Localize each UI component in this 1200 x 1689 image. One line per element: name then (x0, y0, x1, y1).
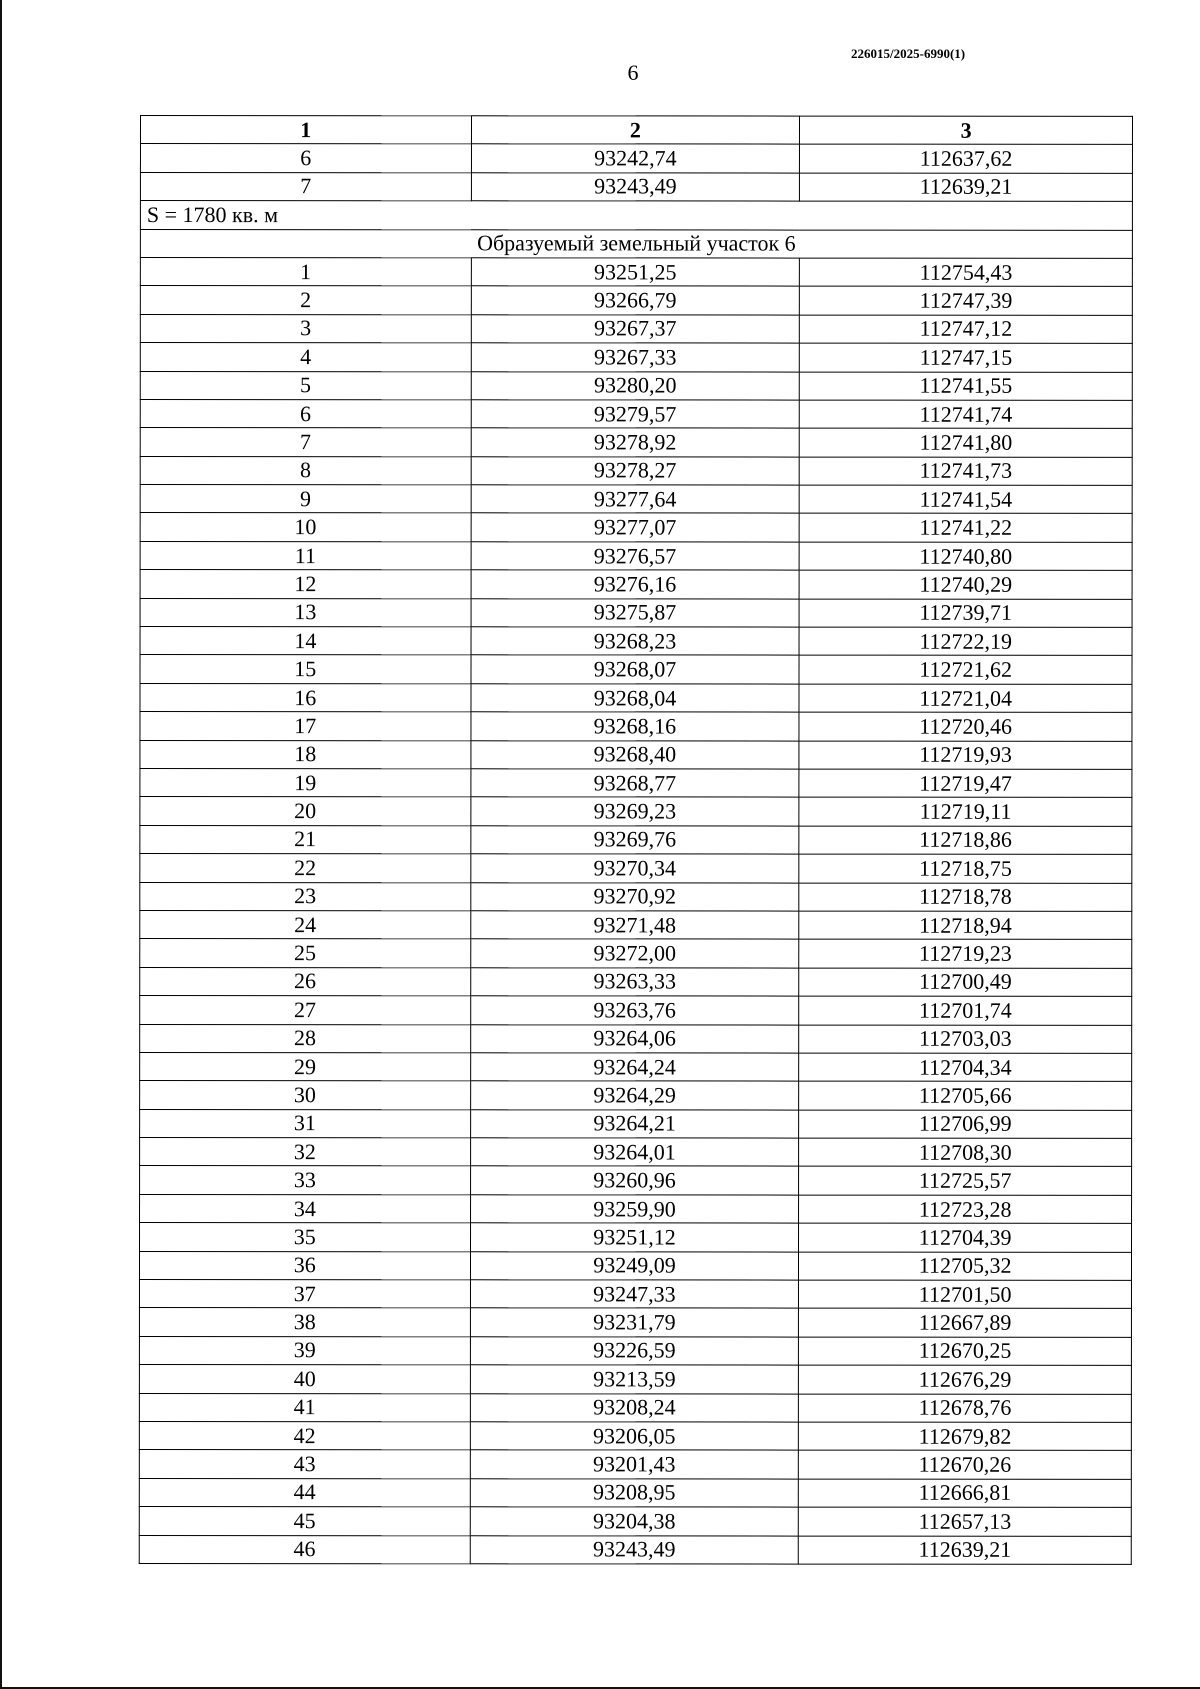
point-number-cell: 42 (139, 1421, 470, 1450)
y-coordinate-cell: 112718,94 (799, 911, 1132, 940)
y-coordinate-cell: 112700,49 (799, 968, 1132, 997)
table-row (140, 371, 1132, 400)
x-coordinate-cell: 93276,16 (471, 570, 800, 599)
table-row (140, 1194, 1132, 1223)
x-coordinate-cell: 93206,05 (470, 1422, 799, 1451)
point-number-cell: 35 (140, 1223, 471, 1252)
x-coordinate-cell: 93259,90 (470, 1195, 799, 1224)
x-coordinate-cell: 93263,33 (470, 968, 799, 997)
x-coordinate-cell: 93268,16 (471, 712, 800, 741)
y-coordinate-cell: 112718,86 (799, 826, 1132, 855)
point-number-cell: 24 (140, 910, 471, 939)
section-row (140, 229, 1132, 258)
y-coordinate-cell: 112725,57 (799, 1167, 1132, 1196)
x-coordinate-cell: 93266,79 (471, 286, 800, 315)
point-number-cell: 3 (140, 314, 471, 343)
x-coordinate-cell: 93264,24 (470, 1053, 799, 1082)
table-row (140, 428, 1132, 457)
x-coordinate-cell: 93251,12 (470, 1223, 799, 1252)
coordinates-table (139, 115, 1133, 1565)
table-row (140, 1109, 1132, 1138)
table-row (140, 967, 1132, 996)
area-label: S = 1780 кв. м (140, 201, 1132, 230)
y-coordinate-cell: 112701,74 (799, 996, 1132, 1025)
point-number-cell: 45 (139, 1507, 470, 1536)
y-coordinate-cell: 112741,22 (799, 514, 1132, 543)
point-number-cell: 44 (139, 1478, 470, 1507)
point-number-cell: 7 (140, 172, 471, 201)
y-coordinate-cell: 112666,81 (799, 1479, 1132, 1508)
y-coordinate-cell: 112741,54 (799, 485, 1132, 514)
y-coordinate-cell: 112723,28 (799, 1195, 1132, 1224)
point-number-cell: 6 (140, 144, 471, 173)
x-coordinate-cell: 93275,87 (471, 598, 800, 627)
point-number-cell: 14 (140, 627, 471, 656)
x-coordinate-cell: 93243,49 (470, 1535, 799, 1564)
y-coordinate-cell: 112754,43 (800, 258, 1133, 287)
x-coordinate-cell: 93268,23 (471, 627, 800, 656)
table-row (139, 1478, 1131, 1507)
point-number-cell: 6 (140, 399, 471, 428)
y-coordinate-cell: 112670,26 (799, 1450, 1132, 1479)
x-coordinate-cell: 93208,24 (470, 1393, 799, 1422)
table-row (140, 627, 1132, 656)
y-coordinate-cell: 112667,89 (799, 1308, 1132, 1337)
point-number-cell: 38 (139, 1308, 470, 1337)
column-header: 3 (800, 116, 1133, 145)
x-coordinate-cell: 93280,20 (471, 371, 800, 400)
y-coordinate-cell: 112639,21 (800, 173, 1133, 202)
y-coordinate-cell: 112740,29 (799, 570, 1132, 599)
x-coordinate-cell: 93268,07 (471, 655, 800, 684)
x-coordinate-cell: 93264,06 (470, 1024, 799, 1053)
y-coordinate-cell: 112703,03 (799, 1025, 1132, 1054)
table-row (139, 1535, 1131, 1564)
x-coordinate-cell: 93267,37 (471, 315, 800, 344)
table-row (140, 910, 1132, 939)
y-coordinate-cell: 112741,73 (799, 457, 1132, 486)
table-row (140, 399, 1132, 428)
point-number-cell: 10 (140, 513, 471, 542)
point-number-cell: 9 (140, 485, 471, 514)
x-coordinate-cell: 93267,33 (471, 343, 800, 372)
y-coordinate-cell: 112718,75 (799, 854, 1132, 883)
table-body-summary (140, 201, 1132, 259)
x-coordinate-cell: 93269,76 (470, 826, 799, 855)
table-row (140, 1223, 1132, 1252)
table-row (140, 1052, 1132, 1081)
x-coordinate-cell: 93269,23 (470, 797, 799, 826)
x-coordinate-cell: 93231,79 (470, 1308, 799, 1337)
y-coordinate-cell: 112639,21 (799, 1536, 1132, 1565)
point-number-cell: 1 (140, 257, 471, 286)
table-body-plot-6 (139, 257, 1132, 1564)
y-coordinate-cell: 112637,62 (800, 144, 1133, 173)
point-number-cell: 13 (140, 598, 471, 627)
y-coordinate-cell: 112678,76 (799, 1394, 1132, 1423)
section-title: Образуемый земельный участок 6 (140, 229, 1132, 258)
x-coordinate-cell: 93270,92 (470, 882, 799, 911)
point-number-cell: 26 (140, 967, 471, 996)
x-coordinate-cell: 93278,92 (471, 428, 800, 457)
y-coordinate-cell: 112676,29 (799, 1365, 1132, 1394)
y-coordinate-cell: 112719,23 (799, 939, 1132, 968)
y-coordinate-cell: 112704,39 (799, 1223, 1132, 1252)
table-row (140, 939, 1132, 968)
x-coordinate-cell: 93279,57 (471, 400, 800, 429)
y-coordinate-cell: 112704,34 (799, 1053, 1132, 1082)
y-coordinate-cell: 112705,66 (799, 1081, 1132, 1110)
table-row (140, 541, 1132, 570)
point-number-cell: 33 (140, 1166, 471, 1195)
x-coordinate-cell: 93208,95 (470, 1479, 799, 1508)
x-coordinate-cell: 93268,40 (471, 740, 800, 769)
table-row (139, 1336, 1131, 1365)
y-coordinate-cell: 112706,99 (799, 1110, 1132, 1139)
point-number-cell: 36 (139, 1251, 470, 1280)
x-coordinate-cell: 93260,96 (470, 1166, 799, 1195)
column-header: 1 (140, 116, 471, 145)
x-coordinate-cell: 93249,09 (470, 1251, 799, 1280)
x-coordinate-cell: 93270,34 (470, 854, 799, 883)
table-row (139, 1507, 1131, 1536)
table-body-previous-plot (140, 144, 1132, 202)
x-coordinate-cell: 93278,27 (471, 456, 800, 485)
y-coordinate-cell: 112719,93 (799, 741, 1132, 770)
table-row (140, 1024, 1132, 1053)
table-row (140, 144, 1132, 173)
table-row (139, 1365, 1131, 1394)
point-number-cell: 28 (140, 1024, 471, 1053)
table-row (140, 655, 1132, 684)
y-coordinate-cell: 112741,74 (800, 400, 1133, 429)
point-number-cell: 32 (140, 1138, 471, 1167)
x-coordinate-cell: 93271,48 (470, 911, 799, 940)
point-number-cell: 20 (140, 797, 471, 826)
y-coordinate-cell: 112705,32 (799, 1252, 1132, 1281)
y-coordinate-cell: 112740,80 (799, 542, 1132, 571)
table-row (140, 257, 1132, 286)
point-number-cell: 34 (140, 1194, 471, 1223)
x-coordinate-cell: 93251,25 (471, 258, 800, 287)
x-coordinate-cell: 93268,77 (471, 769, 800, 798)
x-coordinate-cell: 93268,04 (471, 684, 800, 713)
x-coordinate-cell: 93277,07 (471, 513, 800, 542)
point-number-cell: 5 (140, 371, 471, 400)
y-coordinate-cell: 112721,62 (799, 655, 1132, 684)
x-coordinate-cell: 93263,76 (470, 996, 799, 1025)
x-coordinate-cell: 93226,59 (470, 1337, 799, 1366)
table-row (140, 172, 1132, 201)
table-header-row (140, 116, 1132, 145)
y-coordinate-cell: 112657,13 (799, 1507, 1132, 1536)
y-coordinate-cell: 112747,15 (800, 343, 1133, 372)
point-number-cell: 7 (140, 428, 471, 457)
y-coordinate-cell: 112708,30 (799, 1138, 1132, 1167)
table-row (140, 314, 1132, 343)
y-coordinate-cell: 112741,55 (800, 372, 1133, 401)
point-number-cell: 37 (139, 1280, 470, 1309)
y-coordinate-cell: 112719,11 (799, 797, 1132, 826)
table-row (140, 854, 1132, 883)
x-coordinate-cell: 93213,59 (470, 1365, 799, 1394)
table-row (140, 768, 1132, 797)
page-number: 6 (627, 60, 639, 85)
table-row (139, 1393, 1131, 1422)
y-coordinate-cell: 112721,04 (799, 684, 1132, 713)
point-number-cell: 41 (139, 1393, 470, 1422)
point-number-cell: 8 (140, 456, 471, 485)
y-coordinate-cell: 112741,80 (799, 428, 1132, 457)
table-row (140, 485, 1132, 514)
point-number-cell: 12 (140, 570, 471, 599)
y-coordinate-cell: 112720,46 (799, 712, 1132, 741)
y-coordinate-cell: 112701,50 (799, 1280, 1132, 1309)
point-number-cell: 29 (140, 1052, 471, 1081)
point-number-cell: 16 (140, 683, 471, 712)
scan-border-left (0, 0, 2, 1689)
point-number-cell: 27 (140, 996, 471, 1025)
point-number-cell: 11 (140, 541, 471, 570)
y-coordinate-cell: 112718,78 (799, 883, 1132, 912)
table-row (139, 1421, 1131, 1450)
y-coordinate-cell: 112747,12 (800, 315, 1133, 344)
point-number-cell: 40 (139, 1365, 470, 1394)
table-row (140, 996, 1132, 1025)
x-coordinate-cell: 93264,21 (470, 1109, 799, 1138)
point-number-cell: 15 (140, 655, 471, 684)
x-coordinate-cell: 93272,00 (470, 939, 799, 968)
point-number-cell: 4 (140, 343, 471, 372)
point-number-cell: 25 (140, 939, 471, 968)
column-header: 2 (471, 116, 800, 145)
point-number-cell: 22 (140, 854, 471, 883)
table-row (139, 1251, 1131, 1280)
y-coordinate-cell: 112722,19 (799, 627, 1132, 656)
point-number-cell: 43 (139, 1450, 470, 1479)
x-coordinate-cell: 93264,29 (470, 1081, 799, 1110)
table-row (140, 825, 1132, 854)
table-row (140, 1138, 1132, 1167)
x-coordinate-cell: 93276,57 (471, 542, 800, 571)
x-coordinate-cell: 93247,33 (470, 1280, 799, 1309)
point-number-cell: 17 (140, 712, 471, 741)
y-coordinate-cell: 112670,25 (799, 1337, 1132, 1366)
x-coordinate-cell: 93242,74 (471, 144, 800, 173)
y-coordinate-cell: 112739,71 (799, 599, 1132, 628)
y-coordinate-cell: 112747,39 (800, 286, 1133, 315)
table-row (140, 740, 1132, 769)
point-number-cell: 31 (140, 1109, 471, 1138)
table-row (140, 797, 1132, 826)
table-row (140, 570, 1132, 599)
table-row (140, 456, 1132, 485)
x-coordinate-cell: 93204,38 (470, 1507, 799, 1536)
point-number-cell: 21 (140, 825, 471, 854)
table-row (140, 513, 1132, 542)
point-number-cell: 2 (140, 286, 471, 315)
table-row (140, 683, 1132, 712)
document-number: 226015/2025-6990(1) (851, 46, 966, 61)
point-number-cell: 23 (140, 882, 471, 911)
table-row (140, 882, 1132, 911)
point-number-cell: 46 (139, 1535, 470, 1564)
x-coordinate-cell: 93264,01 (470, 1138, 799, 1167)
point-number-cell: 19 (140, 768, 471, 797)
table-row (139, 1308, 1131, 1337)
x-coordinate-cell: 93201,43 (470, 1450, 799, 1479)
table-row (140, 712, 1132, 741)
point-number-cell: 39 (139, 1336, 470, 1365)
y-coordinate-cell: 112679,82 (799, 1422, 1132, 1451)
point-number-cell: 30 (140, 1081, 471, 1110)
area-row (140, 201, 1132, 230)
x-coordinate-cell: 93243,49 (471, 173, 800, 202)
table-row (140, 1166, 1132, 1195)
x-coordinate-cell: 93277,64 (471, 485, 800, 514)
table-row (140, 598, 1132, 627)
table-row (140, 286, 1132, 315)
point-number-cell: 18 (140, 740, 471, 769)
y-coordinate-cell: 112719,47 (799, 769, 1132, 798)
table-row (140, 343, 1132, 372)
table-row (139, 1280, 1131, 1309)
table-row (139, 1450, 1131, 1479)
table-row (140, 1081, 1132, 1110)
